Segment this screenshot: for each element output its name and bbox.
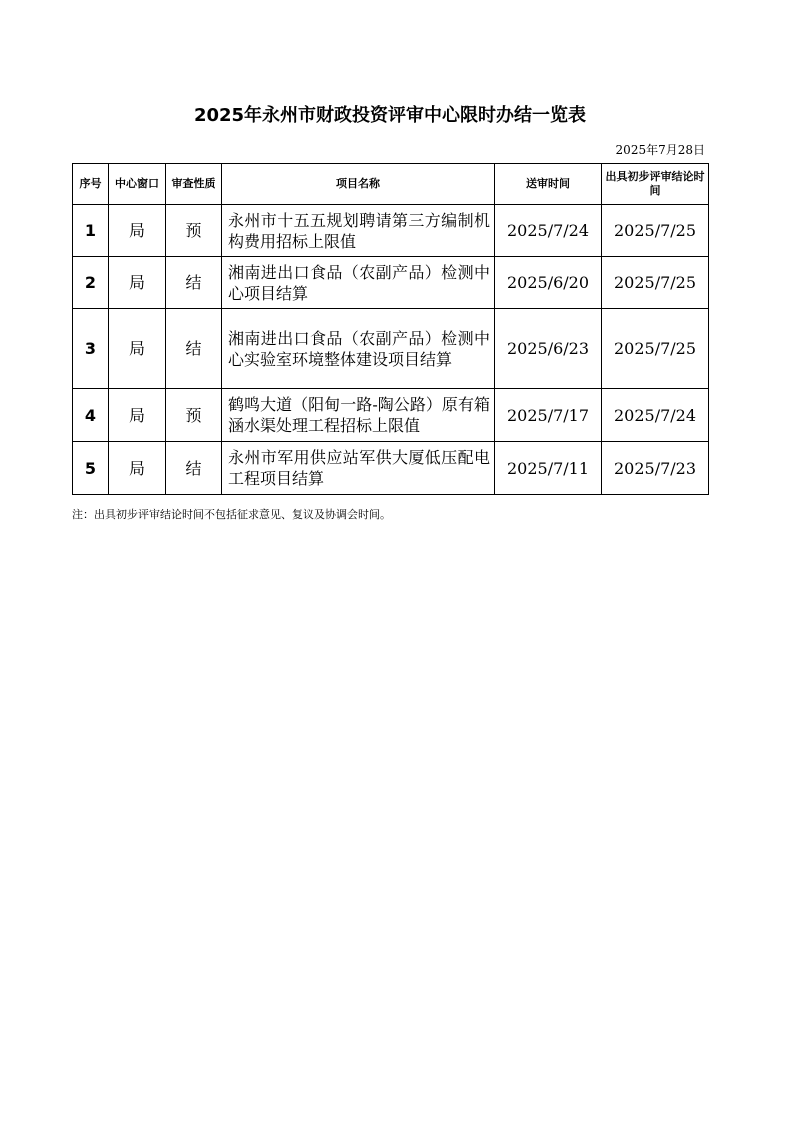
row-project-name-text: 湘南进出口食品（农副产品）检测中心实验室环境整体建设项目结算 — [228, 328, 490, 369]
header-submitted: 送审时间 — [495, 164, 602, 205]
row-window: 局 — [109, 389, 166, 442]
row-window: 局 — [109, 257, 166, 309]
row-concluded: 2025/7/23 — [602, 442, 709, 495]
row-submitted: 2025/7/11 — [495, 442, 602, 495]
row-submitted: 2025/6/23 — [495, 309, 602, 389]
row-project-name-text: 湘南进出口食品（农副产品）检测中心项目结算 — [228, 262, 490, 303]
row-no: 2 — [73, 257, 109, 309]
row-project-name — [222, 389, 495, 442]
row-window: 局 — [109, 309, 166, 389]
row-concluded: 2025/7/25 — [602, 309, 709, 389]
row-concluded: 2025/7/24 — [602, 389, 709, 442]
header-nature: 审查性质 — [166, 164, 222, 205]
row-submitted: 2025/7/17 — [495, 389, 602, 442]
row-window: 局 — [109, 442, 166, 495]
table-row — [73, 442, 709, 495]
row-project-name — [222, 309, 495, 389]
row-nature: 预 — [166, 205, 222, 257]
row-project-name — [222, 205, 495, 257]
header-project-name: 项目名称 — [222, 164, 495, 205]
row-concluded: 2025/7/25 — [602, 205, 709, 257]
table-row — [73, 309, 709, 389]
table-row — [73, 205, 709, 257]
row-no: 3 — [73, 309, 109, 389]
footnote: 注：出具初步评审结论时间不包括征求意见、复议及协调会时间。 — [72, 508, 391, 521]
header-concluded: 出具初步评审结论时间 — [602, 164, 709, 205]
row-nature: 预 — [166, 389, 222, 442]
report-date: 2025年7月28日 — [615, 143, 705, 157]
row-project-name — [222, 257, 495, 309]
row-submitted: 2025/7/24 — [495, 205, 602, 257]
row-submitted: 2025/6/20 — [495, 257, 602, 309]
table-row — [73, 257, 709, 309]
table-header-row — [73, 164, 709, 205]
row-project-name — [222, 442, 495, 495]
row-project-name-text: 永州市十五五规划聘请第三方编制机构费用招标上限值 — [228, 210, 490, 251]
row-no: 4 — [73, 389, 109, 442]
row-no: 5 — [73, 442, 109, 495]
row-nature: 结 — [166, 257, 222, 309]
page-title: 2025年永州市财政投资评审中心限时办结一览表 — [193, 105, 587, 126]
header-no: 序号 — [73, 164, 109, 205]
header-window: 中心窗口 — [109, 164, 166, 205]
row-concluded: 2025/7/25 — [602, 257, 709, 309]
row-project-name-text: 鹤鸣大道（阳甸一路-陶公路）原有箱涵水渠处理工程招标上限值 — [228, 395, 490, 435]
row-nature: 结 — [166, 309, 222, 389]
table-row — [73, 389, 709, 442]
results-table — [72, 163, 709, 495]
row-no: 1 — [73, 205, 109, 257]
row-nature: 结 — [166, 442, 222, 495]
row-window: 局 — [109, 205, 166, 257]
row-project-name-text: 永州市军用供应站军供大厦低压配电工程项目结算 — [228, 448, 490, 488]
